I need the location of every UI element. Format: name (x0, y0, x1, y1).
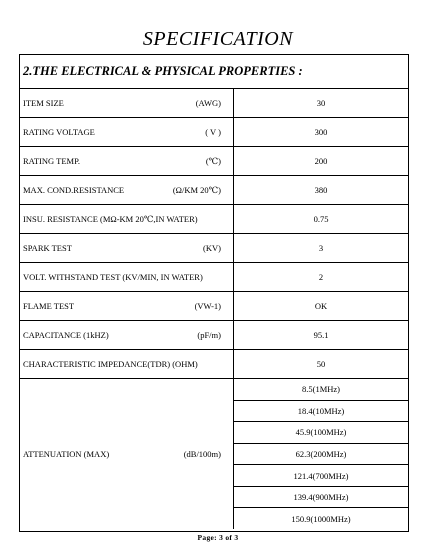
property-value: 200 (314, 156, 328, 166)
property-row (20, 205, 408, 234)
attenuation-value: 45.9(100MHz) (234, 422, 408, 444)
attenuation-value: 18.4(10MHz) (234, 401, 408, 423)
attenuation-value: 62.3(200MHz) (234, 444, 408, 466)
attenuation-unit: (dB/100m) (183, 449, 221, 459)
property-value: 3 (318, 243, 324, 253)
property-label-cell (20, 234, 234, 262)
section-heading: 2.THE ELECTRICAL & PHYSICAL PROPERTIES : (20, 55, 408, 89)
attenuation-value: 121.4(700MHz) (234, 465, 408, 487)
property-row (20, 292, 408, 321)
property-label-cell (20, 321, 234, 349)
property-row (20, 118, 408, 147)
property-item: FLAME TEST (23, 301, 75, 311)
property-label-cell (20, 205, 234, 233)
property-value: OK (314, 301, 328, 311)
property-row (20, 89, 408, 118)
property-item: INSU. RESISTANCE (MΩ-KM 20℃,IN WATER) (23, 213, 198, 224)
property-item: VOLT. WITHSTAND TEST (KV/MIN, IN WATER) (23, 272, 203, 282)
page-footer: Page: 3 of 3 (197, 533, 239, 542)
property-item: SPARK TEST (23, 243, 72, 253)
property-value: 95.1 (313, 330, 329, 340)
property-item: RATING VOLTAGE (23, 127, 95, 137)
property-row (20, 350, 408, 379)
property-label-cell (20, 292, 234, 320)
property-label-cell (20, 263, 234, 291)
property-value: 300 (314, 127, 328, 137)
attenuation-value: 139.4(900MHz) (234, 487, 408, 509)
property-unit: (pF/m) (197, 330, 221, 340)
property-value: 2 (318, 272, 324, 282)
property-label-cell (20, 118, 234, 146)
attenuation-row (20, 379, 408, 529)
properties-table (19, 54, 409, 532)
property-row (20, 321, 408, 350)
property-value: 50 (316, 359, 326, 369)
attenuation-label-cell (20, 379, 234, 529)
attenuation-item: ATTENUATION (MAX) (23, 449, 110, 459)
property-unit: (Ω/KM 20℃) (172, 184, 221, 195)
property-label-cell (20, 176, 234, 204)
property-item: CHARACTERISTIC IMPEDANCE(TDR) (OHM) (23, 359, 198, 369)
property-row (20, 176, 408, 205)
property-unit: (AWG) (195, 98, 221, 108)
property-rows (20, 89, 408, 379)
property-item: ITEM SIZE (23, 98, 64, 108)
property-value: 380 (314, 185, 328, 195)
property-unit: ( V ) (205, 127, 221, 137)
property-unit: (KV) (203, 243, 221, 253)
attenuation-value: 8.5(1MHz) (234, 379, 408, 401)
property-label-cell (20, 147, 234, 175)
property-item: RATING TEMP. (23, 156, 80, 166)
property-label-cell (20, 89, 234, 117)
property-unit: (VW-1) (194, 301, 221, 311)
property-item: MAX. COND.RESISTANCE (23, 185, 125, 195)
property-row (20, 147, 408, 176)
property-value: 30 (316, 98, 326, 108)
attenuation-value: 150.9(1000MHz) (291, 513, 351, 524)
property-item: CAPACITANCE (1kHZ) (23, 330, 109, 340)
attenuation-values (234, 379, 408, 529)
property-label-cell (20, 350, 234, 378)
document-title: SPECIFICATION (142, 28, 294, 50)
property-unit: (℃) (205, 155, 221, 166)
property-row (20, 263, 408, 292)
property-value: 0.75 (313, 214, 329, 224)
property-row (20, 234, 408, 263)
